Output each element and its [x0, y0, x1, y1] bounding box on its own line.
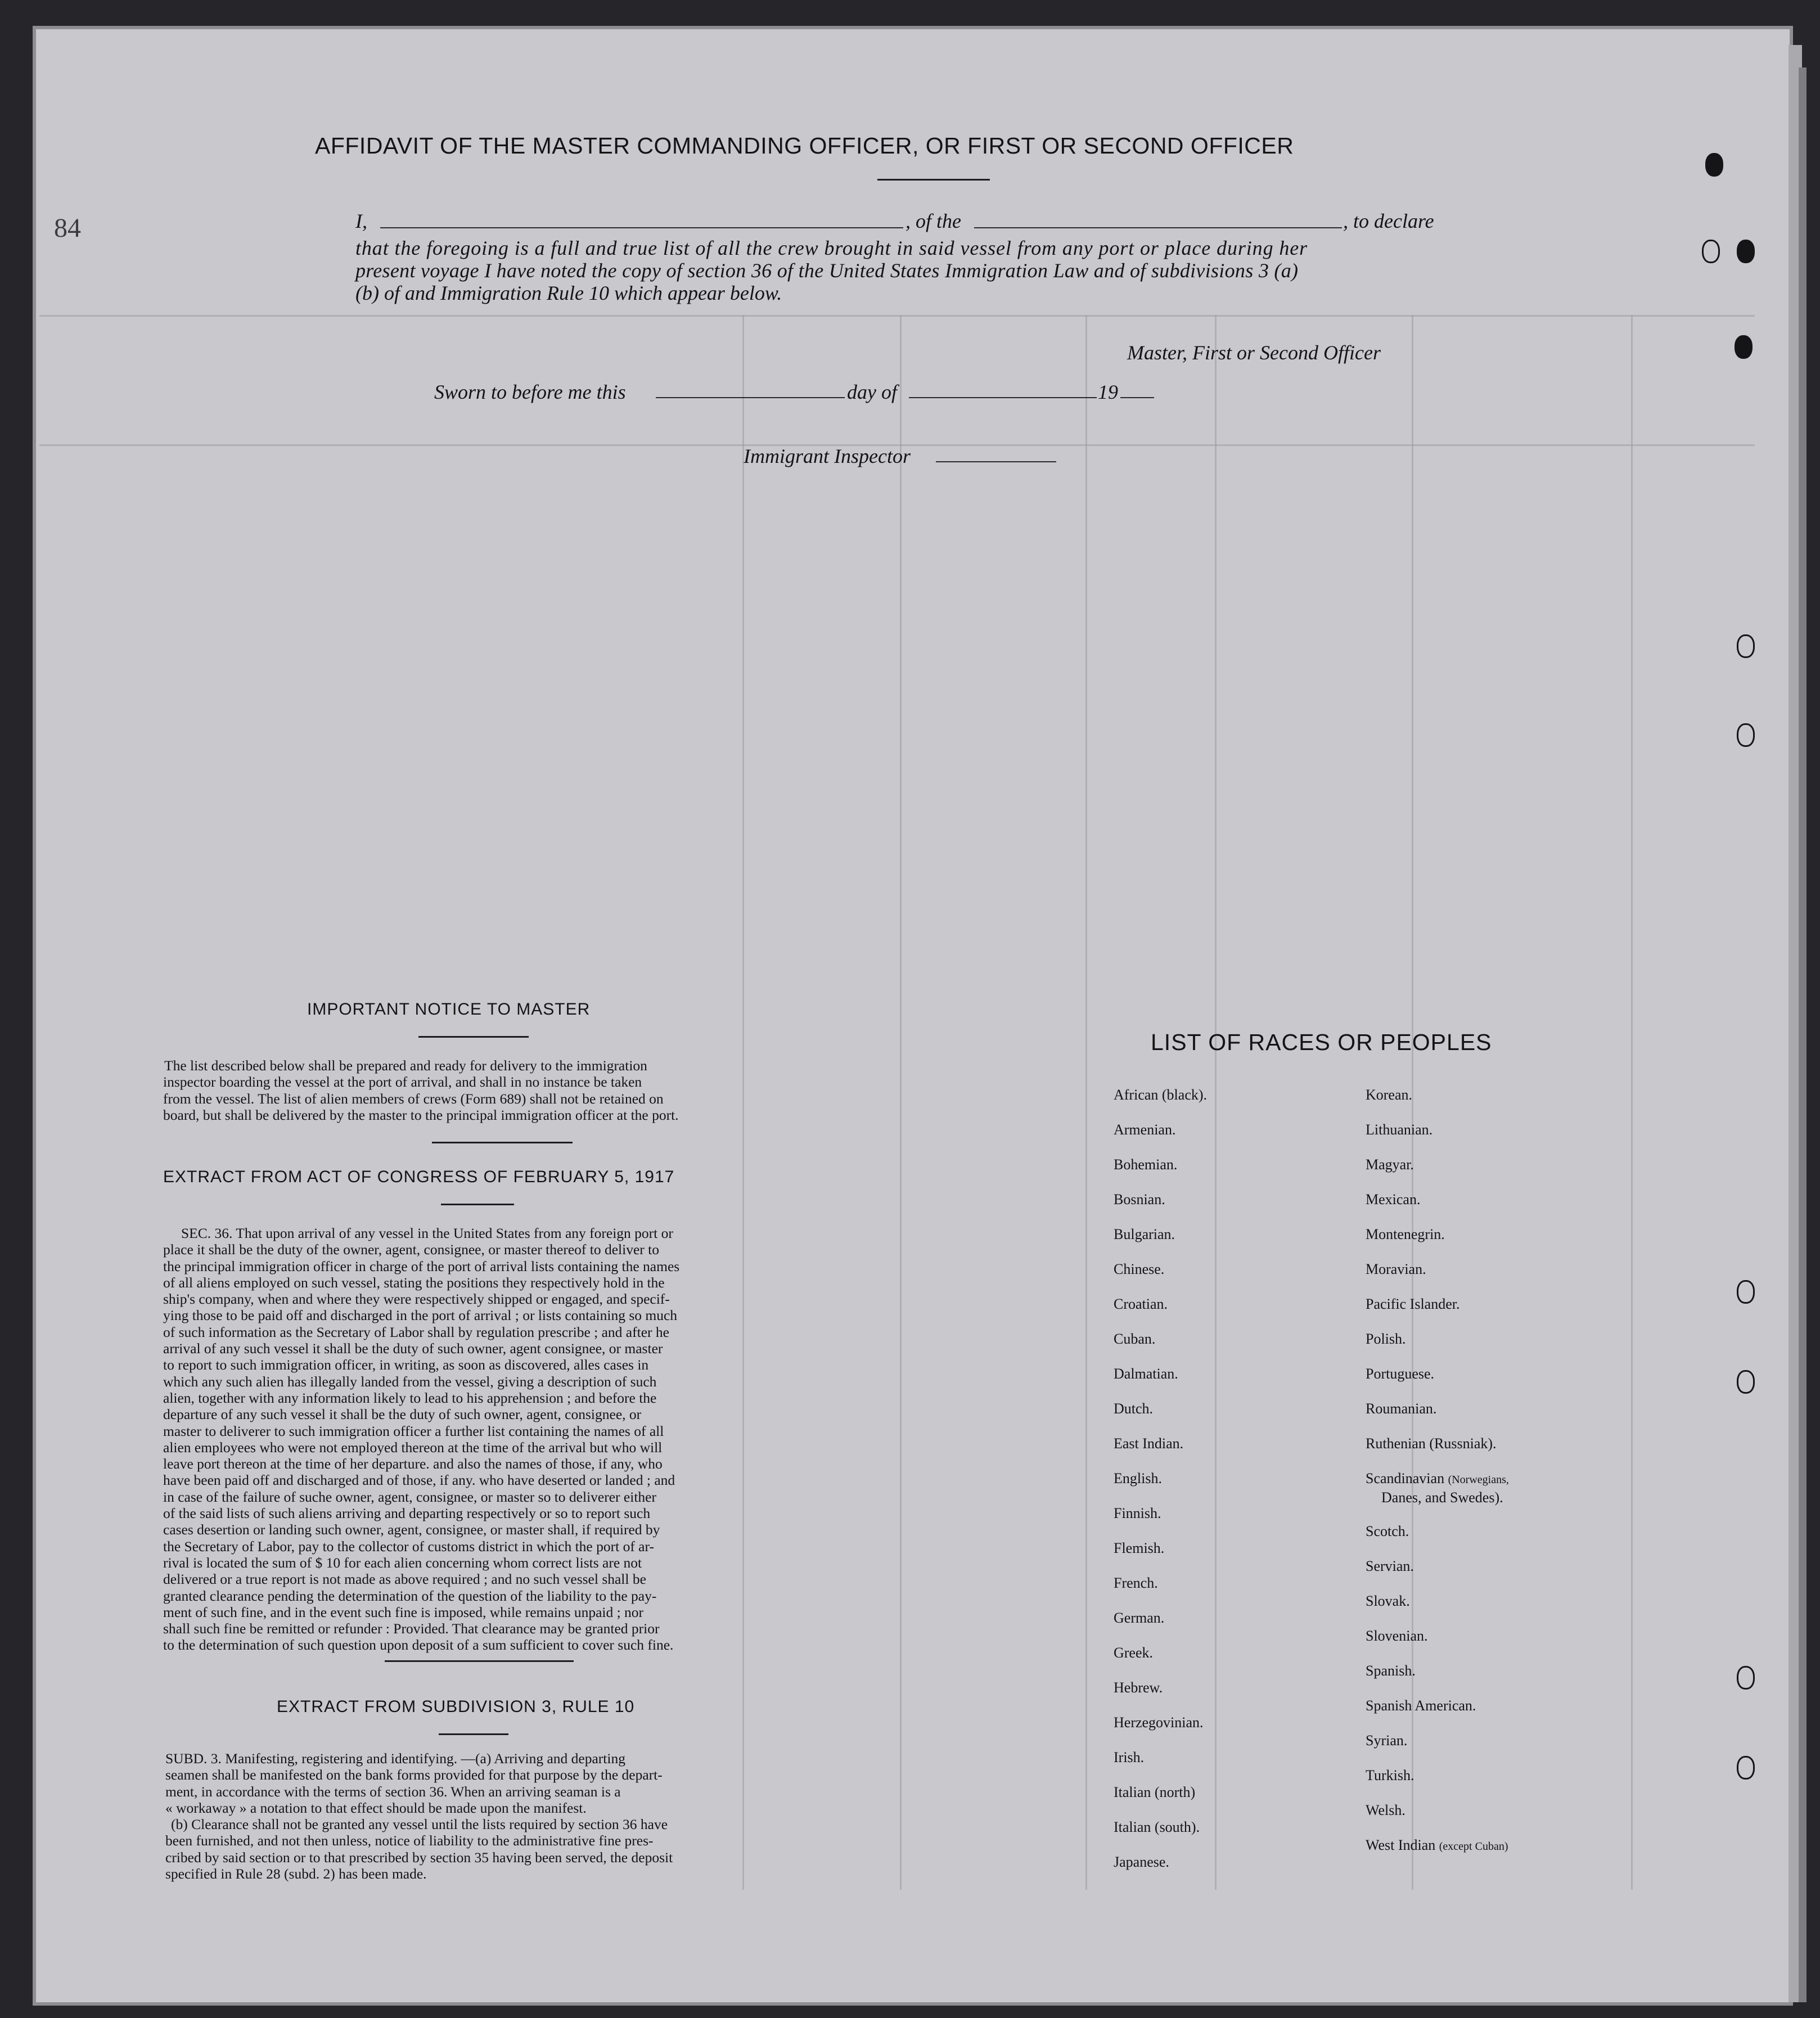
race-left: English.: [1114, 1470, 1162, 1487]
act-line: to the determination of such question upon deposit of a sum sufficient to cover such fine.: [163, 1637, 674, 1654]
race-right: Polish.: [1366, 1331, 1406, 1347]
bleed-grid-line: [1631, 315, 1633, 1890]
act-heading: EXTRACT FROM ACT OF CONGRESS OF FEBRUARY 5, 1917: [163, 1168, 675, 1186]
act-line: have been paid off and discharged and of those, if any. who have deserted or landed ; and: [163, 1472, 675, 1489]
act-line: of the said lists of such aliens arriving and departing respectively or so to report such: [163, 1505, 651, 1522]
act-line: shall such fine be remitted or refunder : Provided. That clearance may be granted prior: [163, 1620, 660, 1637]
race-left: Irish.: [1114, 1749, 1145, 1765]
page-edge-shadow: [1799, 67, 1807, 2002]
notice-heading: IMPORTANT NOTICE TO MASTER: [307, 1000, 591, 1019]
affidavit-i: I,: [355, 210, 367, 232]
race-left: African (black).: [1114, 1087, 1208, 1103]
year-blank: [1120, 397, 1154, 398]
binder-hole: [1702, 240, 1720, 263]
race-right: Moravian.: [1366, 1261, 1426, 1277]
race-left: Bosnian.: [1114, 1191, 1165, 1208]
name-blank: [380, 227, 903, 228]
inspector-label: Immigrant Inspector: [744, 445, 911, 467]
race-left: Flemish.: [1114, 1540, 1165, 1556]
race-right: Scotch.: [1366, 1523, 1409, 1539]
act-line: alien employees who were not employed thereon at the time of the arrival but who will: [163, 1439, 663, 1456]
race-left: Dutch.: [1114, 1400, 1154, 1417]
race-note-line2: [1381, 1489, 1503, 1506]
race-right: Syrian.: [1366, 1732, 1408, 1749]
act-line: arrival of any such vessel it shall be the duty of such owner, agent consignee, or master: [163, 1340, 663, 1357]
race-left: Armenian.: [1114, 1121, 1176, 1138]
binder-hole: [1737, 1666, 1755, 1690]
notice-line: board, but shall be delivered by the master to the principal immigration officer at the port.: [163, 1106, 679, 1123]
race-right: Scandinavian: [1366, 1470, 1445, 1487]
race-right: Spanish American.: [1366, 1697, 1476, 1714]
notice-line: The list described below shall be prepared and ready for delivery to the immigration: [164, 1057, 647, 1074]
affidavit-line-3: present voyage I have noted the copy of section 36 of the United States Immigration Law and of subdivisions 3 (a): [355, 259, 1299, 282]
race-left: Hebrew.: [1114, 1679, 1163, 1696]
race-right: Turkish.: [1366, 1767, 1414, 1783]
bleed-grid-line: [1215, 315, 1217, 1890]
title-rule: [877, 179, 990, 181]
race-left: Bohemian.: [1114, 1156, 1178, 1173]
binder-hole: [1737, 1280, 1755, 1304]
affidavit-to-declare: , to declare: [1343, 210, 1434, 232]
act-line: rival is located the sum of $ 10 for each alien concerning whom correct lists are not: [163, 1554, 642, 1571]
notice-paragraph: [163, 1057, 804, 1123]
binder-hole: [1737, 1756, 1755, 1780]
race-right: West Indian: [1366, 1837, 1436, 1853]
race-right: Slovak.: [1366, 1593, 1410, 1609]
inspector-blank: [936, 461, 1056, 462]
affidavit-title: AFFIDAVIT OF THE MASTER COMMANDING OFFICER, OR FIRST OR SECOND OFFICER: [315, 133, 1294, 159]
notice-line: inspector boarding the vessel at the port of arrival, and shall in no instance be taken: [163, 1074, 642, 1091]
act-line: leave port thereon at the time of her departure. and also the names of those, if any, who: [163, 1456, 663, 1472]
race-right: Welsh.: [1366, 1802, 1405, 1818]
notice-end-rule: [432, 1142, 573, 1143]
act-line: of all aliens employed on such vessel, stating the positions they respectively hold in the: [163, 1274, 665, 1291]
day-of-label: day of: [847, 381, 897, 403]
race-right: Slovenian.: [1366, 1628, 1428, 1644]
act-rule: [441, 1204, 514, 1205]
rule-line: been furnished, and not then unless, notice of liability to the administrative fine pres-: [165, 1832, 654, 1849]
act-line: which any such alien has illegally landed from the vessel, giving a description of such: [163, 1373, 657, 1390]
race-right-scandinavian: [1366, 1470, 1509, 1487]
race-right: Spanish.: [1366, 1663, 1416, 1679]
act-line: ship's company, when and where they were respectively shipped or engaged, and specif-: [163, 1291, 670, 1308]
rule-heading: EXTRACT FROM SUBDIVISION 3, RULE 10: [277, 1697, 635, 1716]
race-note: Danes, and Swedes).: [1381, 1489, 1503, 1506]
race-right: Mexican.: [1366, 1191, 1421, 1208]
race-left: Bulgarian.: [1114, 1226, 1175, 1242]
master-signature-label: Master, First or Second Officer: [1127, 341, 1381, 364]
sworn-day-blank: [656, 397, 845, 398]
races-heading: LIST OF RACES OR PEOPLES: [1151, 1029, 1492, 1055]
race-right: Magyar.: [1366, 1156, 1414, 1173]
act-line: in case of the failure of suche owner, agent, consignee, or master so to deliverer either: [163, 1488, 656, 1505]
affidavit-of-the: , of the: [906, 210, 961, 232]
sworn-month-blank: [909, 397, 1097, 398]
act-line: place it shall be the duty of the owner, agent, consignee, or master thereof to deliver to: [163, 1241, 659, 1258]
race-right: Korean.: [1366, 1087, 1413, 1103]
act-line: the principal immigration officer in charge of the port of arrival lists containing the names: [163, 1258, 680, 1274]
act-line: departure of any such vessel it shall be the duty of such owner, agent, consignee, or: [163, 1406, 642, 1423]
binder-hole: [1737, 1370, 1755, 1394]
race-note: (except Cuban): [1439, 1840, 1508, 1853]
binder-hole: [1735, 335, 1753, 359]
race-left: East Indian.: [1114, 1435, 1184, 1452]
act-line: the Secretary of Labor, pay to the collector of customs district in which the port of ar-: [163, 1538, 654, 1555]
race-left: Japanese.: [1114, 1854, 1169, 1870]
act-line: ying those to be paid off and discharged in the port of arrival ; or lists containing so much: [163, 1307, 678, 1324]
race-left: Herzegovinian.: [1114, 1714, 1204, 1731]
race-left: Greek.: [1114, 1645, 1154, 1661]
race-right: Pacific Islander.: [1366, 1296, 1460, 1312]
race-right: Ruthenian (Russniak).: [1366, 1435, 1497, 1452]
rule-line: seamen shall be manifested on the bank forms provided for that purpose by the depart-: [165, 1767, 663, 1783]
vessel-blank: [974, 227, 1342, 228]
act-line: delivered or a true report is not made as above required ; and no such vessel shall be: [163, 1571, 646, 1588]
act-line: alien, together with any information likely to lead to his apprehension ; and before the: [163, 1389, 657, 1406]
rule-line: (b) Clearance shall not be granted any vessel until the lists required by section 36 have: [171, 1816, 668, 1833]
rule-line: ment, in accordance with the terms of section 36. When an arriving seaman is a: [165, 1783, 621, 1800]
rule-line: « workaway » a notation to that effect should be made upon the manifest.: [165, 1799, 587, 1816]
race-left: Italian (north): [1114, 1784, 1196, 1800]
race-left: Cuban.: [1114, 1331, 1156, 1347]
race-left: German.: [1114, 1610, 1165, 1626]
rule-line: SUBD. 3. Manifesting, registering and identifying. —(a) Arriving and departing: [165, 1750, 625, 1767]
bleed-grid-line: [1085, 315, 1087, 1890]
race-right-west-indian: [1366, 1837, 1508, 1854]
bleed-grid-line: [900, 315, 902, 1890]
race-left: Finnish.: [1114, 1505, 1161, 1521]
rule-line: cribed by said section or to that prescribed by section 35 having been served, the deposit: [165, 1849, 673, 1866]
year-label: 19: [1098, 381, 1118, 403]
rule-line: specified in Rule 28 (subd. 2) has been made.: [165, 1866, 427, 1882]
act-line: master to deliverer to such immigration officer a further list containing the names of all: [163, 1422, 664, 1439]
race-right: Lithuanian.: [1366, 1121, 1433, 1138]
act-line: cases desertion or landing such owner, agent, consignee, or master shall, if required by: [163, 1521, 660, 1538]
rule-paragraph: [165, 1750, 810, 1882]
race-left: Dalmatian.: [1114, 1366, 1178, 1382]
race-right: Montenegrin.: [1366, 1226, 1445, 1242]
act-line: SEC. 36. That upon arrival of any vessel in the United States from any foreign port or: [181, 1225, 673, 1241]
notice-rule: [418, 1036, 529, 1038]
act-line: to report to such immigration officer, in writing, as soon as discovered, alles cases in: [163, 1357, 649, 1373]
act-end-rule: [385, 1660, 574, 1662]
binder-hole: [1737, 723, 1755, 747]
race-left: Italian (south).: [1114, 1819, 1200, 1835]
rule-rule: [439, 1733, 508, 1735]
notice-line: from the vessel. The list of alien members of crews (Form 689) shall not be retained on: [163, 1090, 664, 1107]
page-number: 84: [54, 213, 81, 243]
binder-hole: [1737, 634, 1755, 658]
race-left: French.: [1114, 1575, 1158, 1591]
binder-hole: [1705, 153, 1723, 177]
race-left: Croatian.: [1114, 1296, 1168, 1312]
race-note: (Norwegians,: [1448, 1474, 1509, 1486]
affidavit-line-2: that the foregoing is a full and true list of all the crew brought in said vessel from any port or place during her: [355, 237, 1308, 259]
act-paragraph: [163, 1225, 810, 1654]
sworn-label: Sworn to before me this: [434, 381, 626, 403]
race-right: Portuguese.: [1366, 1366, 1435, 1382]
bleed-grid-line: [39, 315, 1755, 317]
affidavit-line-4: (b) of and Immigration Rule 10 which appear below.: [355, 282, 782, 304]
race-right: Roumanian.: [1366, 1400, 1437, 1417]
act-line: granted clearance pending the determination of the question of the liability to the pay-: [163, 1587, 657, 1604]
act-line: of such information as the Secretary of Labor shall by regulation prescribe ; and after he: [163, 1323, 669, 1340]
race-right: Servian.: [1366, 1558, 1414, 1574]
binder-hole: [1737, 240, 1755, 263]
race-left: Chinese.: [1114, 1261, 1165, 1277]
act-line: ment of such fine, and in the event such fine is imposed, while remains unpaid ; nor: [163, 1603, 644, 1620]
